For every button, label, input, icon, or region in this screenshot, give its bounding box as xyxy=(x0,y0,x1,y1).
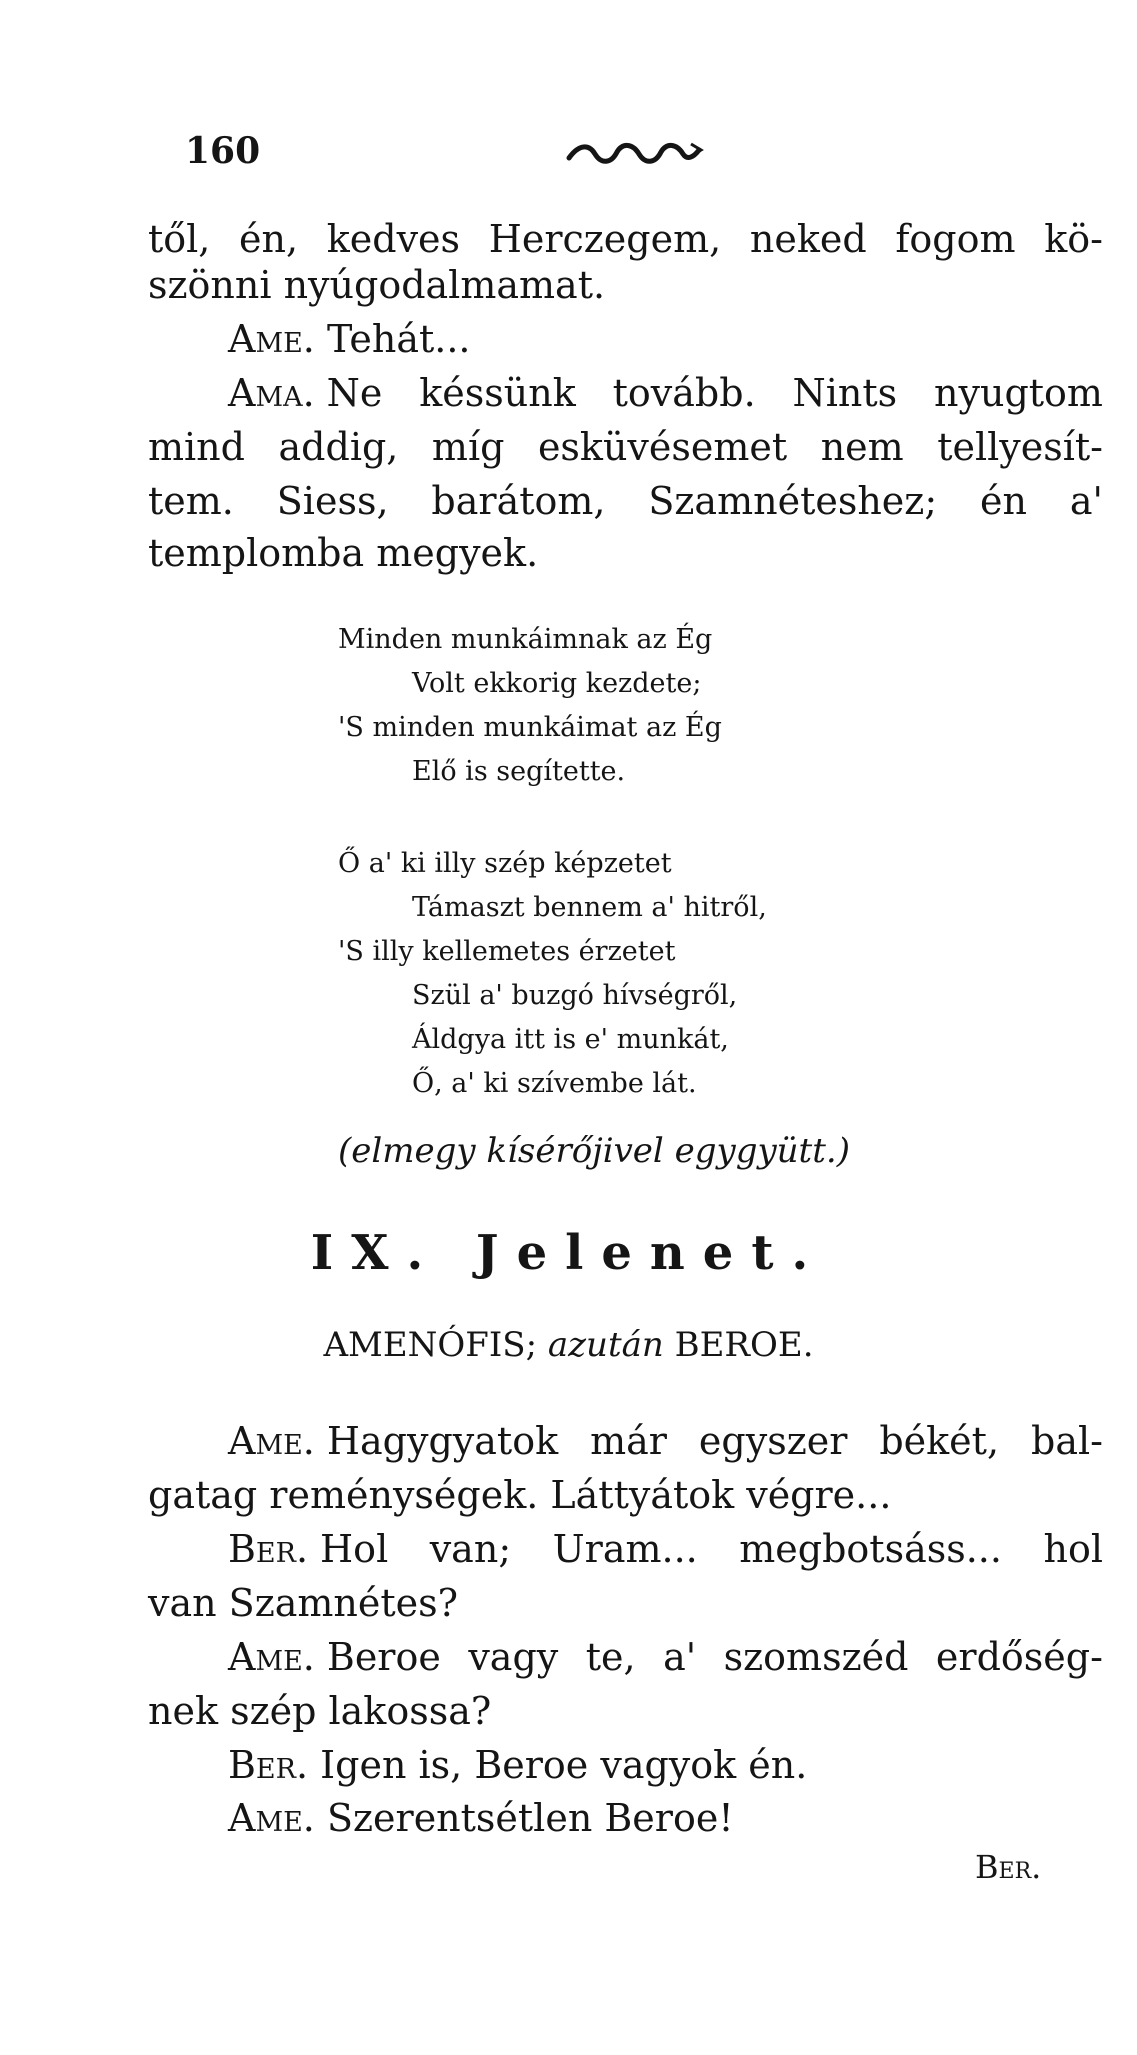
word: a' xyxy=(1069,479,1103,523)
speaker-name: Ame. xyxy=(228,1635,315,1679)
word: késsünk xyxy=(419,371,576,415)
speech-text xyxy=(320,1526,1103,1572)
speech-line xyxy=(228,370,1103,416)
prose-line xyxy=(148,478,1103,524)
word: tellyesít- xyxy=(937,425,1103,469)
word: míg xyxy=(431,425,505,469)
persons-names: AMENÓFIS; xyxy=(323,1325,538,1365)
persons-connector: azután xyxy=(547,1325,664,1365)
verse-line: Támaszt bennem a' hitről, xyxy=(412,892,767,923)
persons-second: BEROE. xyxy=(674,1325,814,1365)
scene-persons xyxy=(0,1325,1137,1365)
page-header xyxy=(185,130,1025,180)
speech-line xyxy=(228,1418,1103,1464)
word: már xyxy=(590,1419,667,1463)
prose-line: templomba megyek. xyxy=(148,531,539,575)
speaker-name: Ame. xyxy=(228,317,315,361)
word: nyugtom xyxy=(934,371,1103,415)
stage-direction: (elmegy kísérőjivel egygyütt.) xyxy=(338,1131,850,1171)
catchword: Ber. xyxy=(975,1848,1042,1886)
word: Beroe xyxy=(326,1635,441,1679)
verse-line: Elő is segítette. xyxy=(412,756,626,787)
prose-line: van Szamnétes? xyxy=(148,1581,459,1625)
word: a' xyxy=(663,1635,697,1679)
speech-text: Igen is, Beroe vagyok én. xyxy=(320,1743,808,1787)
page-number: 160 xyxy=(185,130,261,172)
word: bal- xyxy=(1031,1419,1103,1463)
speaker-name: Ber. xyxy=(228,1527,309,1571)
word: én xyxy=(980,479,1027,523)
word: szomszéd xyxy=(723,1635,909,1679)
word: Hagygyatok xyxy=(326,1419,559,1463)
word: esküvésemet xyxy=(537,425,788,469)
verse-line: Áldgya itt is e' munkát, xyxy=(412,1024,729,1055)
word: Szamnéteshez; xyxy=(648,479,938,523)
word: addig, xyxy=(278,425,399,469)
word: én, xyxy=(239,217,299,261)
speech-line xyxy=(228,1634,1103,1680)
word: megbotsáss... xyxy=(739,1527,1002,1571)
word: neked xyxy=(749,217,867,261)
verse-line: 'S minden munkáimat az Ég xyxy=(338,712,722,743)
verse-line: Minden munkáimnak az Ég xyxy=(338,624,713,655)
scene-heading: IX. Jelenet. xyxy=(310,1225,827,1281)
word: Hol xyxy=(320,1527,389,1571)
word: barátom, xyxy=(431,479,606,523)
verse-line: Ő a' ki illy szép képzetet xyxy=(338,848,672,879)
word: egyszer xyxy=(698,1419,848,1463)
word: nem xyxy=(820,425,904,469)
speech-text xyxy=(327,370,1103,416)
word: Ne xyxy=(326,371,383,415)
word: Nints xyxy=(792,371,898,415)
word: békét, xyxy=(879,1419,1000,1463)
speaker-name: Ame. xyxy=(228,1796,315,1840)
word: van; xyxy=(429,1527,512,1571)
word: hol xyxy=(1043,1527,1103,1571)
decorative-flourish-icon xyxy=(565,138,705,172)
prose-line: nek szép lakossa? xyxy=(148,1689,492,1733)
speech-text xyxy=(327,1634,1103,1680)
word: Uram... xyxy=(552,1527,698,1571)
speech-text: Tehát... xyxy=(326,317,471,361)
prose-line xyxy=(148,424,1103,470)
verse-line: Szül a' buzgó hívségről, xyxy=(412,980,738,1011)
speaker-name: Ame. xyxy=(228,1419,315,1463)
word: től, xyxy=(148,217,211,261)
speech-line xyxy=(228,316,471,362)
prose-line: gatag reménységek. Láttyátok végre... xyxy=(148,1473,892,1517)
word: Siess, xyxy=(276,479,389,523)
word: vagy xyxy=(468,1635,559,1679)
word: te, xyxy=(585,1635,636,1679)
speech-text: Szerentsétlen Beroe! xyxy=(326,1796,734,1840)
prose-line: szönni nyúgodalmamat. xyxy=(148,263,606,307)
speaker-name: Ama. xyxy=(228,371,315,415)
speech-line xyxy=(228,1742,807,1788)
speaker-name: Ber. xyxy=(228,1743,309,1787)
word: fogom xyxy=(895,217,1016,261)
verse-line: 'S illy kellemetes érzetet xyxy=(338,936,676,967)
verse-line: Ő, a' ki szívembe lát. xyxy=(412,1068,697,1099)
word: kö- xyxy=(1044,217,1103,261)
prose-line xyxy=(148,216,1103,262)
speech-line xyxy=(228,1526,1103,1572)
speech-line xyxy=(228,1795,734,1841)
word: tovább. xyxy=(612,371,756,415)
word: mind xyxy=(148,425,245,469)
word: tem. xyxy=(148,479,234,523)
word: kedves xyxy=(326,217,461,261)
word: Herczegem, xyxy=(488,217,722,261)
word: erdőség- xyxy=(935,1635,1103,1679)
speech-text xyxy=(327,1418,1103,1464)
verse-line: Volt ekkorig kezdete; xyxy=(412,668,702,699)
